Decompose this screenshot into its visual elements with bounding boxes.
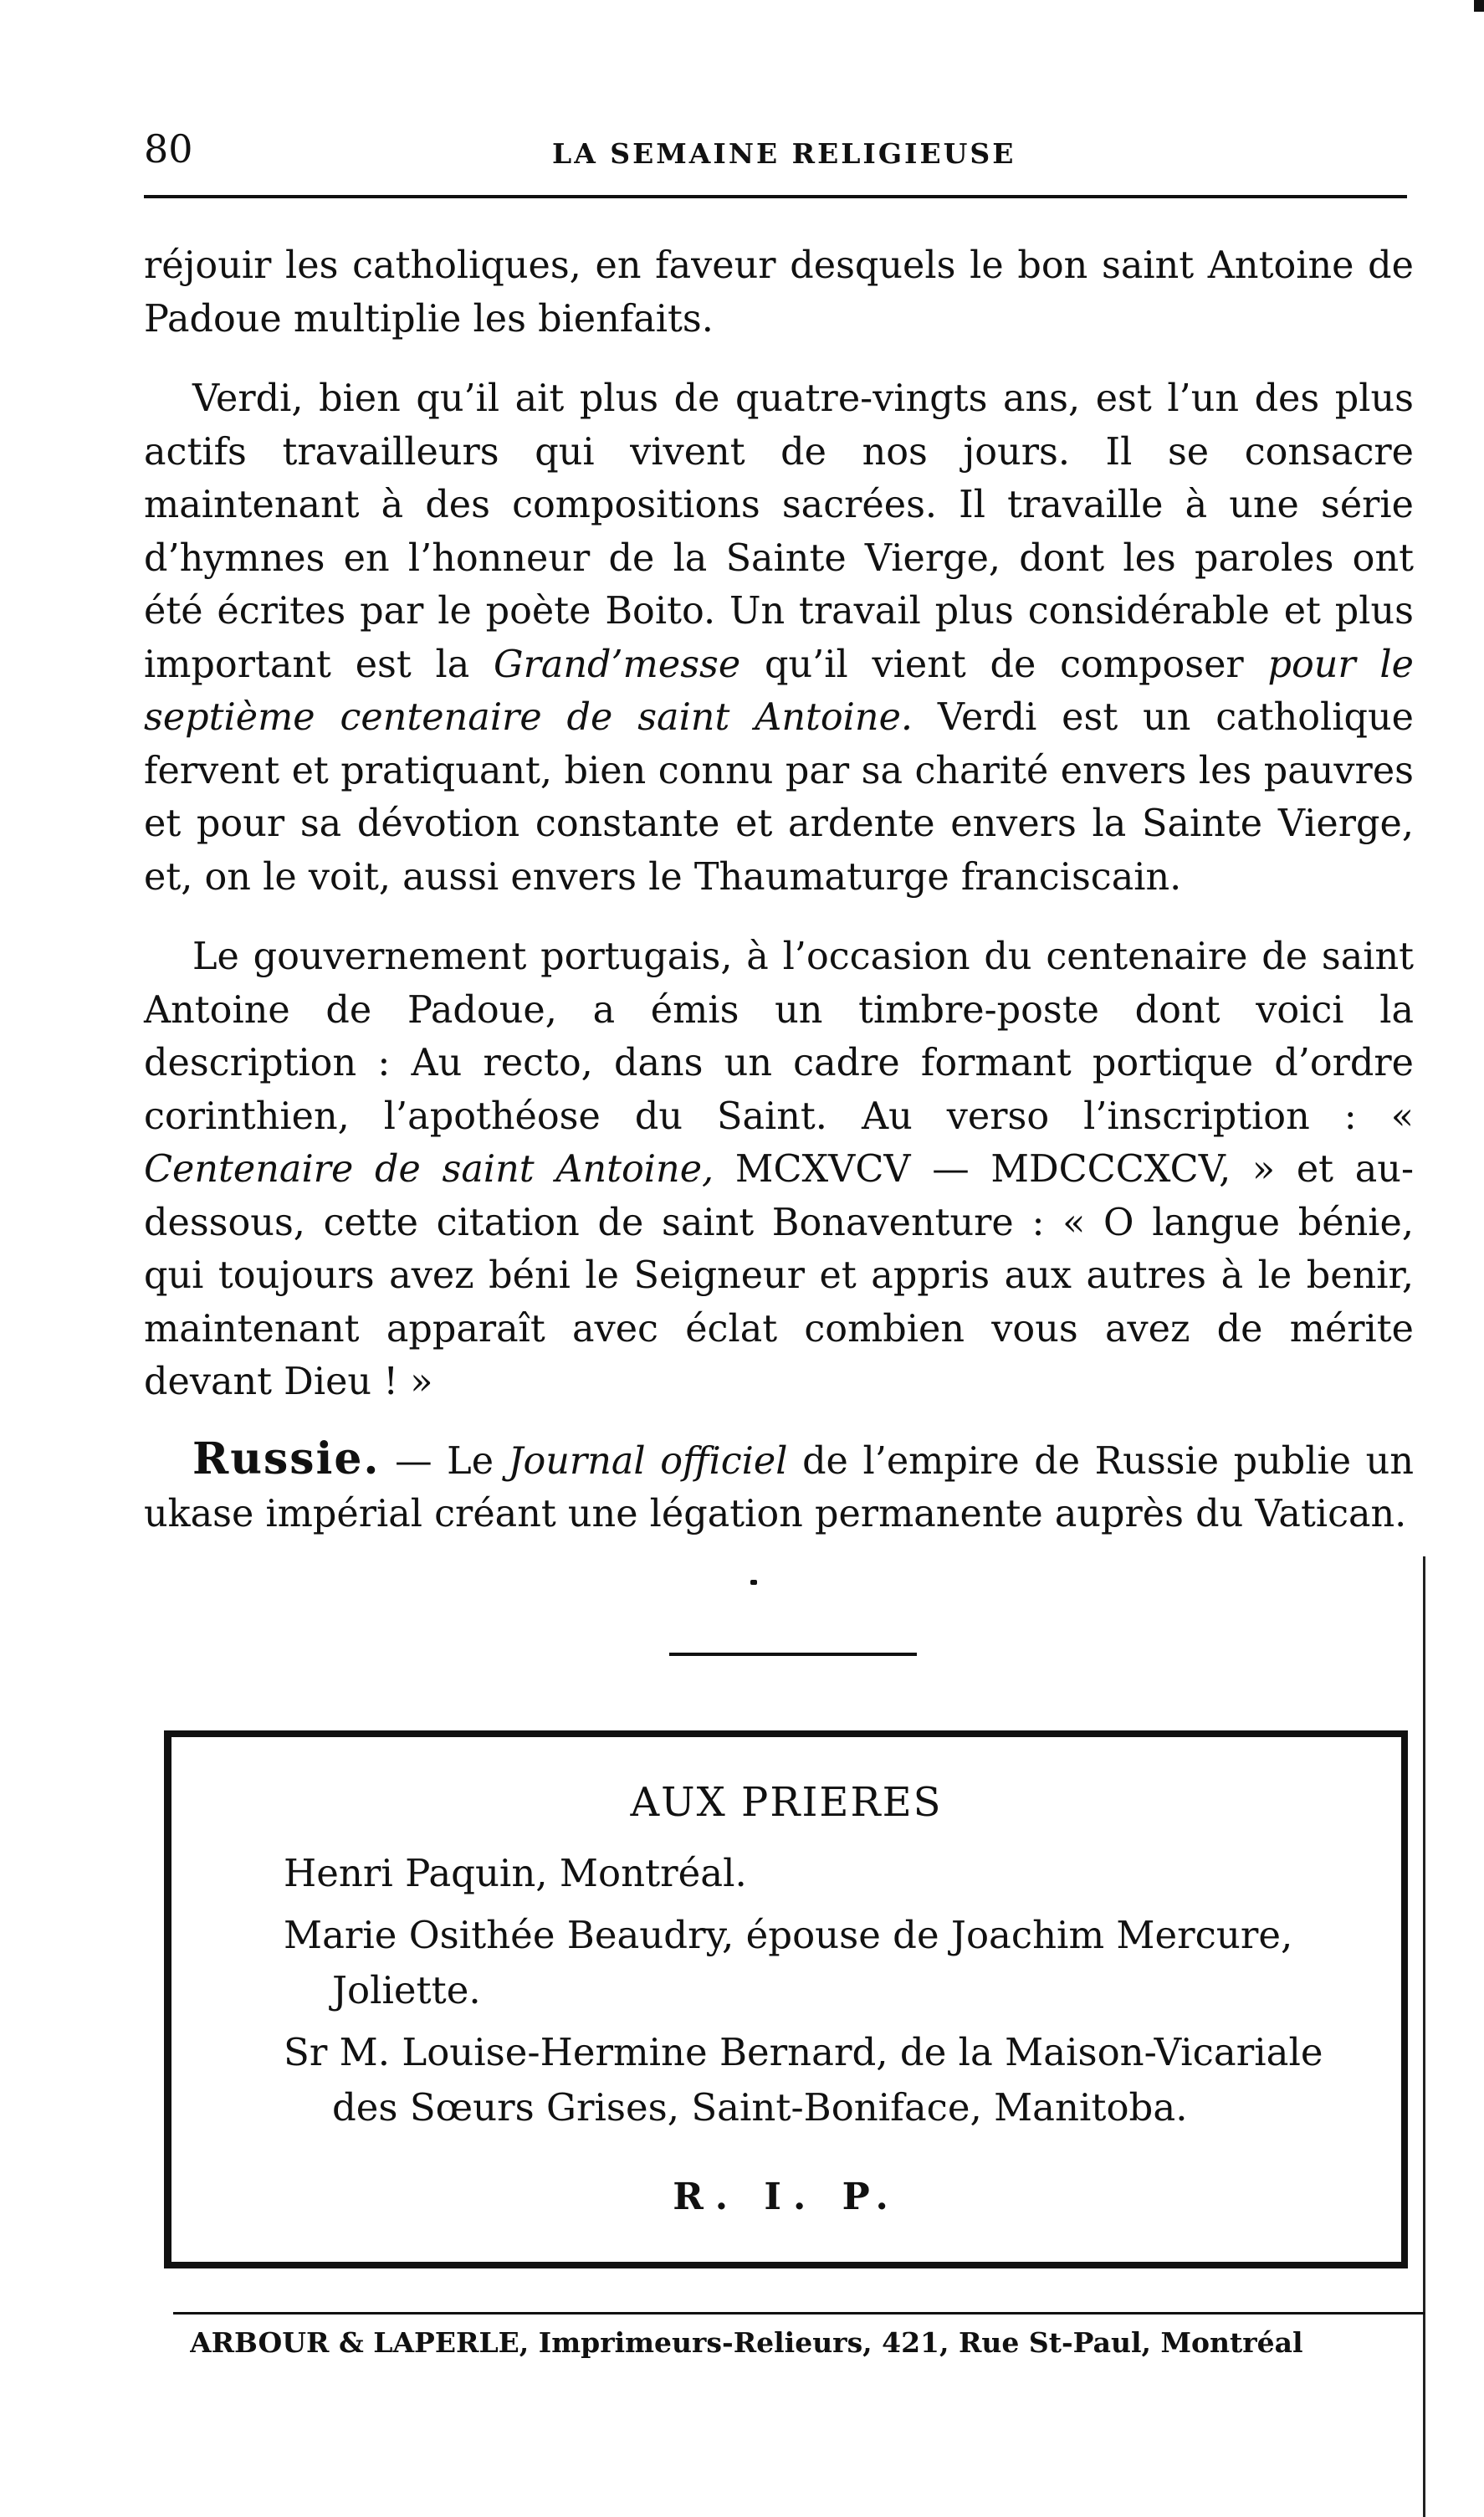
portugal-italic-inscription: Centenaire de saint Antoine, bbox=[144, 1148, 714, 1191]
prayer-entry: Marie Osithée Beaudry, épouse de Joachim Mercure, Joliette. bbox=[284, 1913, 1293, 2012]
portugal-text-2: MCXVCV — MDCCCXCV, » et au-dessous, cette citation de saint Bonaventure : « O langue bénie, qui toujours avez béni le Seigneur et appris aux autres à le benir, maintenant apparaît avec éclat combien vous avez de mérite devant Dieu ! » bbox=[144, 1148, 1414, 1403]
paragraph-continuation-text: réjouir les catholiques, en faveur desquels le bon saint Antoine de Padoue multiplie les bienfaits. bbox=[144, 244, 1414, 341]
russia-italic-journal: Journal officiel bbox=[508, 1439, 788, 1483]
verdi-italic-mass: Grand’messe bbox=[494, 643, 741, 686]
prayer-entry: Sr M. Louise-Hermine Bernard, de la Maison-Vicariale des Sœurs Grises, Saint-Boniface, Manitoba. bbox=[284, 2030, 1323, 2130]
paragraph-portugal bbox=[144, 930, 1414, 1409]
corner-ink-mark bbox=[1474, 0, 1484, 12]
russia-text-2: de l’empire de Russie publie un ukase impérial créant une légation permanente auprès du Vatican. bbox=[144, 1439, 1414, 1535]
rip-closing: R. I. P. bbox=[673, 2176, 900, 2218]
russia-heading: Russie. bbox=[192, 1433, 381, 1484]
verdi-italic-centenary: pour le septième centenaire de saint Antoine. bbox=[144, 643, 1415, 739]
ink-speck bbox=[750, 1580, 757, 1585]
page-number: 80 bbox=[144, 126, 193, 172]
verdi-text-3: Verdi est un catholique fervent et pratiquant, bien connu par sa charité envers les pauvres et pour sa dévotion constante et ardente envers la Sainte Vierge, et, on le voit, aussi envers le Thaumaturge franciscain. bbox=[144, 696, 1414, 899]
margin-line bbox=[1423, 1556, 1425, 2517]
verdi-text-2: qu’il vient de composer bbox=[740, 643, 1268, 686]
prayers-box bbox=[164, 1730, 1408, 2268]
running-title: LA SEMAINE RELIGIEUSE bbox=[552, 137, 1016, 170]
footer-rule bbox=[173, 2312, 1425, 2315]
header-rule bbox=[144, 195, 1407, 198]
section-divider bbox=[669, 1653, 917, 1656]
verdi-text-1: Verdi, bien qu’il ait plus de quatre-vingts ans, est l’un des plus actifs travailleurs qui vivent de nos jours. Il se consacre maintenant à des compositions sacrées. Il travaille à une série d’hymnes en l’honneur de la Sainte Vierge, dont les paroles ont été écrites par le poète Boito. Un travail plus considérable et plus important est la bbox=[144, 377, 1414, 686]
portugal-text-1: Le gouvernement portugais, à l’occasion du centenaire de saint Antoine de Padoue, a émis un timbre-poste dont voici la description : Au recto, dans un cadre formant portique d’ordre corinthien, l’apothéose du Saint. Au verso l’inscription : « bbox=[144, 936, 1414, 1138]
paragraph-continuation bbox=[144, 239, 1414, 346]
paragraph-verdi bbox=[144, 372, 1414, 904]
prayer-entry: Henri Paquin, Montréal. bbox=[284, 1851, 747, 1895]
russia-text-1: — Le bbox=[380, 1439, 509, 1483]
printer-imprint: ARBOUR & LAPERLE, Imprimeurs-Relieurs, 421, Rue St-Paul, Montréal bbox=[190, 2326, 1303, 2359]
page-header bbox=[144, 126, 1399, 176]
prayers-list bbox=[235, 1846, 1376, 2142]
article-body bbox=[144, 239, 1414, 1541]
prayers-title: AUX PRIERES bbox=[630, 1779, 943, 1826]
paragraph-russia bbox=[144, 1433, 1414, 1541]
